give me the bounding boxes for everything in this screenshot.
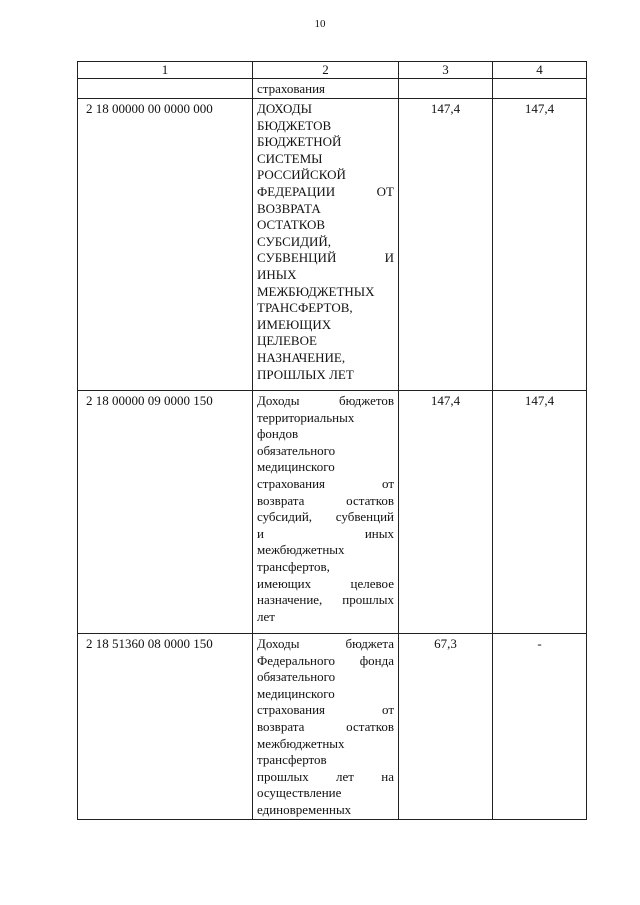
row-name-line: субсидий, субвенций (257, 509, 394, 525)
row-name-line: НАЗНАЧЕНИЕ, (257, 349, 346, 365)
table-row (78, 79, 587, 99)
row-name-line: страхования от (257, 702, 394, 718)
row-name-line: ТРАНСФЕРТОВ, (257, 300, 353, 316)
row-name-line: МЕЖБЮДЖЕТНЫХ (257, 283, 375, 299)
row-name-line: ИМЕЮЩИХ (257, 316, 332, 332)
row-name-line: единовременных (257, 801, 352, 817)
row-code-cell (78, 79, 253, 99)
row-code-cell: 2 18 00000 00 0000 000 (78, 99, 253, 391)
row-name-line: РОССИЙСКОЙ (257, 167, 346, 183)
row-name-cell (253, 634, 399, 820)
row-name-cell (253, 79, 399, 99)
header-col-3: 3 (399, 62, 493, 79)
row-name-line: трансфертов (257, 752, 327, 768)
row-name-line: ОСТАТКОВ (257, 217, 326, 233)
row-name-line: медицинского (257, 685, 335, 701)
row-name-line: БЮДЖЕТОВ (257, 117, 332, 133)
row-name-line: ДОХОДЫ (257, 101, 312, 116)
row-name-line: трансфертов, (257, 558, 330, 574)
row-name-line: ЦЕЛЕВОЕ (257, 333, 317, 349)
row-name-line: страхования от (257, 475, 394, 491)
row-value-col3: 147,4 (399, 99, 493, 391)
row-name-line: назначение, прошлых (257, 592, 394, 608)
row-name-line: осуществление (257, 785, 342, 801)
header-col-2: 2 (253, 62, 399, 79)
row-code-cell: 2 18 00000 09 0000 150 (78, 391, 253, 634)
table-row (78, 634, 587, 820)
row-name-line: ПРОШЛЫХ ЛЕТ (257, 366, 354, 382)
row-name-line: Федерального фонда (257, 652, 394, 668)
row-name-line: Доходы бюджета (257, 636, 394, 651)
row-name-line: прошлых лет на (257, 768, 394, 784)
row-name-line: ИНЫХ (257, 266, 297, 282)
row-value-col3: 67,3 (399, 634, 493, 820)
row-name-line: межбюджетных (257, 542, 345, 558)
row-name-line: и иных (257, 525, 394, 541)
row-value-col4: - (493, 634, 587, 820)
row-value-col4 (493, 79, 587, 99)
row-value-col4: 147,4 (493, 99, 587, 391)
table-row (78, 99, 587, 391)
row-name-line: обязательного (257, 442, 336, 458)
row-name-line: возврата остатков (257, 492, 394, 508)
table-header-row (78, 62, 587, 79)
row-name-line: БЮДЖЕТНОЙ (257, 134, 342, 150)
budget-revenue-table (77, 61, 587, 820)
row-name-line: Доходы бюджетов (257, 393, 394, 408)
row-name-line: страхования (257, 81, 326, 96)
row-name-line: межбюджетных (257, 735, 345, 751)
row-name-line: СИСТЕМЫ (257, 150, 323, 166)
row-value-col4: 147,4 (493, 391, 587, 634)
row-name-line: СУБВЕНЦИЙ И (257, 250, 394, 266)
row-name-line: ВОЗВРАТА (257, 200, 321, 216)
header-col-1: 1 (78, 62, 253, 79)
row-name-cell (253, 99, 399, 391)
header-col-4: 4 (493, 62, 587, 79)
row-name-line: обязательного (257, 669, 336, 685)
row-name-line: территориальных (257, 409, 355, 425)
row-name-line: лет (257, 608, 275, 624)
page-number: 10 (314, 18, 326, 30)
row-code-cell: 2 18 51360 08 0000 150 (78, 634, 253, 820)
row-name-line: возврата остатков (257, 718, 394, 734)
row-value-col3 (399, 79, 493, 99)
table-row (78, 391, 587, 634)
row-name-line: медицинского (257, 459, 335, 475)
row-name-line: фондов (257, 426, 299, 442)
row-name-line: СУБСИДИЙ, (257, 233, 332, 249)
row-name-cell (253, 391, 399, 634)
row-value-col3: 147,4 (399, 391, 493, 634)
row-name-line: ФЕДЕРАЦИИ ОТ (257, 183, 394, 199)
row-name-line: имеющих целевое (257, 575, 394, 591)
